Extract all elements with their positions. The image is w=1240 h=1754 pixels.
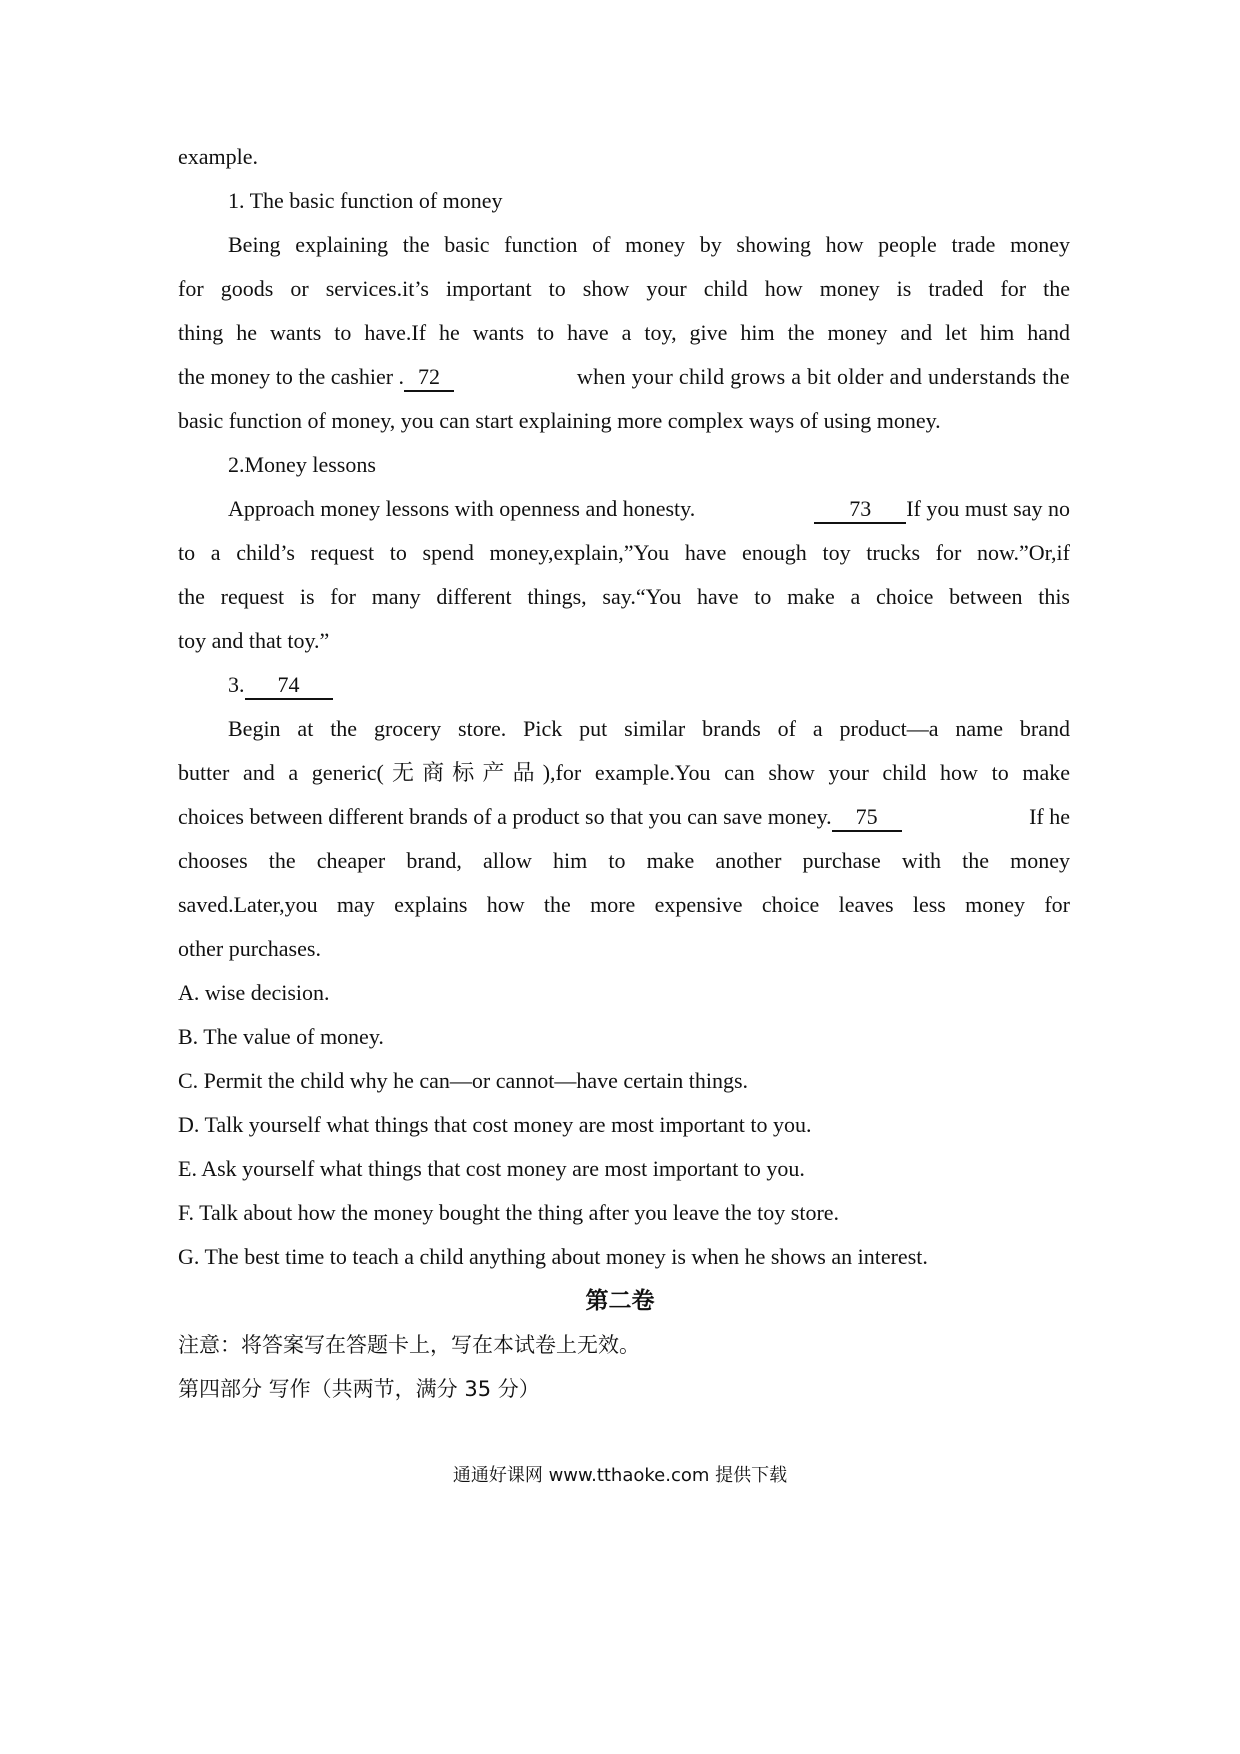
section3-line-5: saved.Later,you may explains how the more expensive choice leaves less money for	[178, 892, 1070, 917]
section2-line-1-before: Approach money lessons with openness and honesty.	[228, 496, 696, 521]
section1-line-4-after: when your child grows a bit older and understands the	[576, 364, 1070, 389]
part2-notice: 注意：将答案写在答题卡上，写在本试卷上无效。	[178, 1333, 640, 1357]
section2-line-1	[228, 494, 1070, 524]
section3-number: 3.	[228, 672, 245, 697]
option-b: B. The value of money.	[178, 1024, 384, 1049]
option-a: A. wise decision.	[178, 980, 330, 1005]
option-g: G. The best time to teach a child anything about money is when he shows an interest.	[178, 1244, 928, 1269]
section3-line-4: chooses the cheaper brand, allow him to make another purchase with the money	[178, 848, 1070, 873]
section1-line-1: Being explaining the basic function of money by showing how people trade money	[228, 232, 1070, 257]
passage-lead-fragment: example.	[178, 144, 259, 169]
section1-line-4	[178, 362, 1070, 392]
section1-line-3: thing he wants to have.If he wants to have a toy, give him the money and let him hand	[178, 320, 1070, 345]
section3-title	[228, 670, 1070, 700]
section3-line-3-after: If he	[1029, 804, 1070, 829]
section1-title: 1. The basic function of money	[228, 188, 503, 213]
section3-line-1: Begin at the grocery store. Pick put similar brands of a product—a name brand	[228, 716, 1070, 741]
option-e: E. Ask yourself what things that cost money are most important to you.	[178, 1156, 805, 1181]
section1-line-5: basic function of money, you can start explaining more complex ways of using money.	[178, 408, 941, 433]
blank-75: 75	[832, 804, 902, 832]
section3-line-6: other purchases.	[178, 936, 321, 961]
section2-line-3: the request is for many different things, say.“You have to make a choice between this	[178, 584, 1070, 609]
page-footer: 通通好课网 www.tthaoke.com 提供下载	[452, 1465, 788, 1486]
blank-74: 74	[245, 672, 333, 700]
blank-73: 73	[814, 496, 906, 524]
section1-line-2: for goods or services.it’s important to show your child how money is traded for the	[178, 276, 1070, 301]
section3-line-2: butter and a generic(无商标产品),for example.You can show your child how to make	[178, 760, 1070, 785]
section3-line-3	[178, 802, 1070, 832]
section2-line-1-after: If you must say no	[906, 496, 1070, 521]
option-f: F. Talk about how the money bought the thing after you leave the toy store.	[178, 1200, 840, 1225]
section2-title: 2.Money lessons	[228, 452, 376, 477]
option-c: C. Permit the child why he can—or cannot—have certain things.	[178, 1068, 749, 1093]
part2-heading: 第二卷	[585, 1288, 655, 1314]
section3-line-3-before: choices between different brands of a product so that you can save money.	[178, 804, 832, 829]
blank-72: 72	[404, 364, 454, 392]
part2-section-title: 第四部分 写作（共两节，满分 35 分）	[178, 1377, 540, 1401]
option-d: D. Talk yourself what things that cost money are most important to you.	[178, 1112, 812, 1137]
section1-line-4-before: the money to the cashier .	[178, 364, 405, 389]
section2-line-2: to a child’s request to spend money,explain,”You have enough toy trucks for now.”Or,if	[178, 540, 1070, 565]
section2-line-4: toy and that toy.”	[178, 628, 330, 653]
